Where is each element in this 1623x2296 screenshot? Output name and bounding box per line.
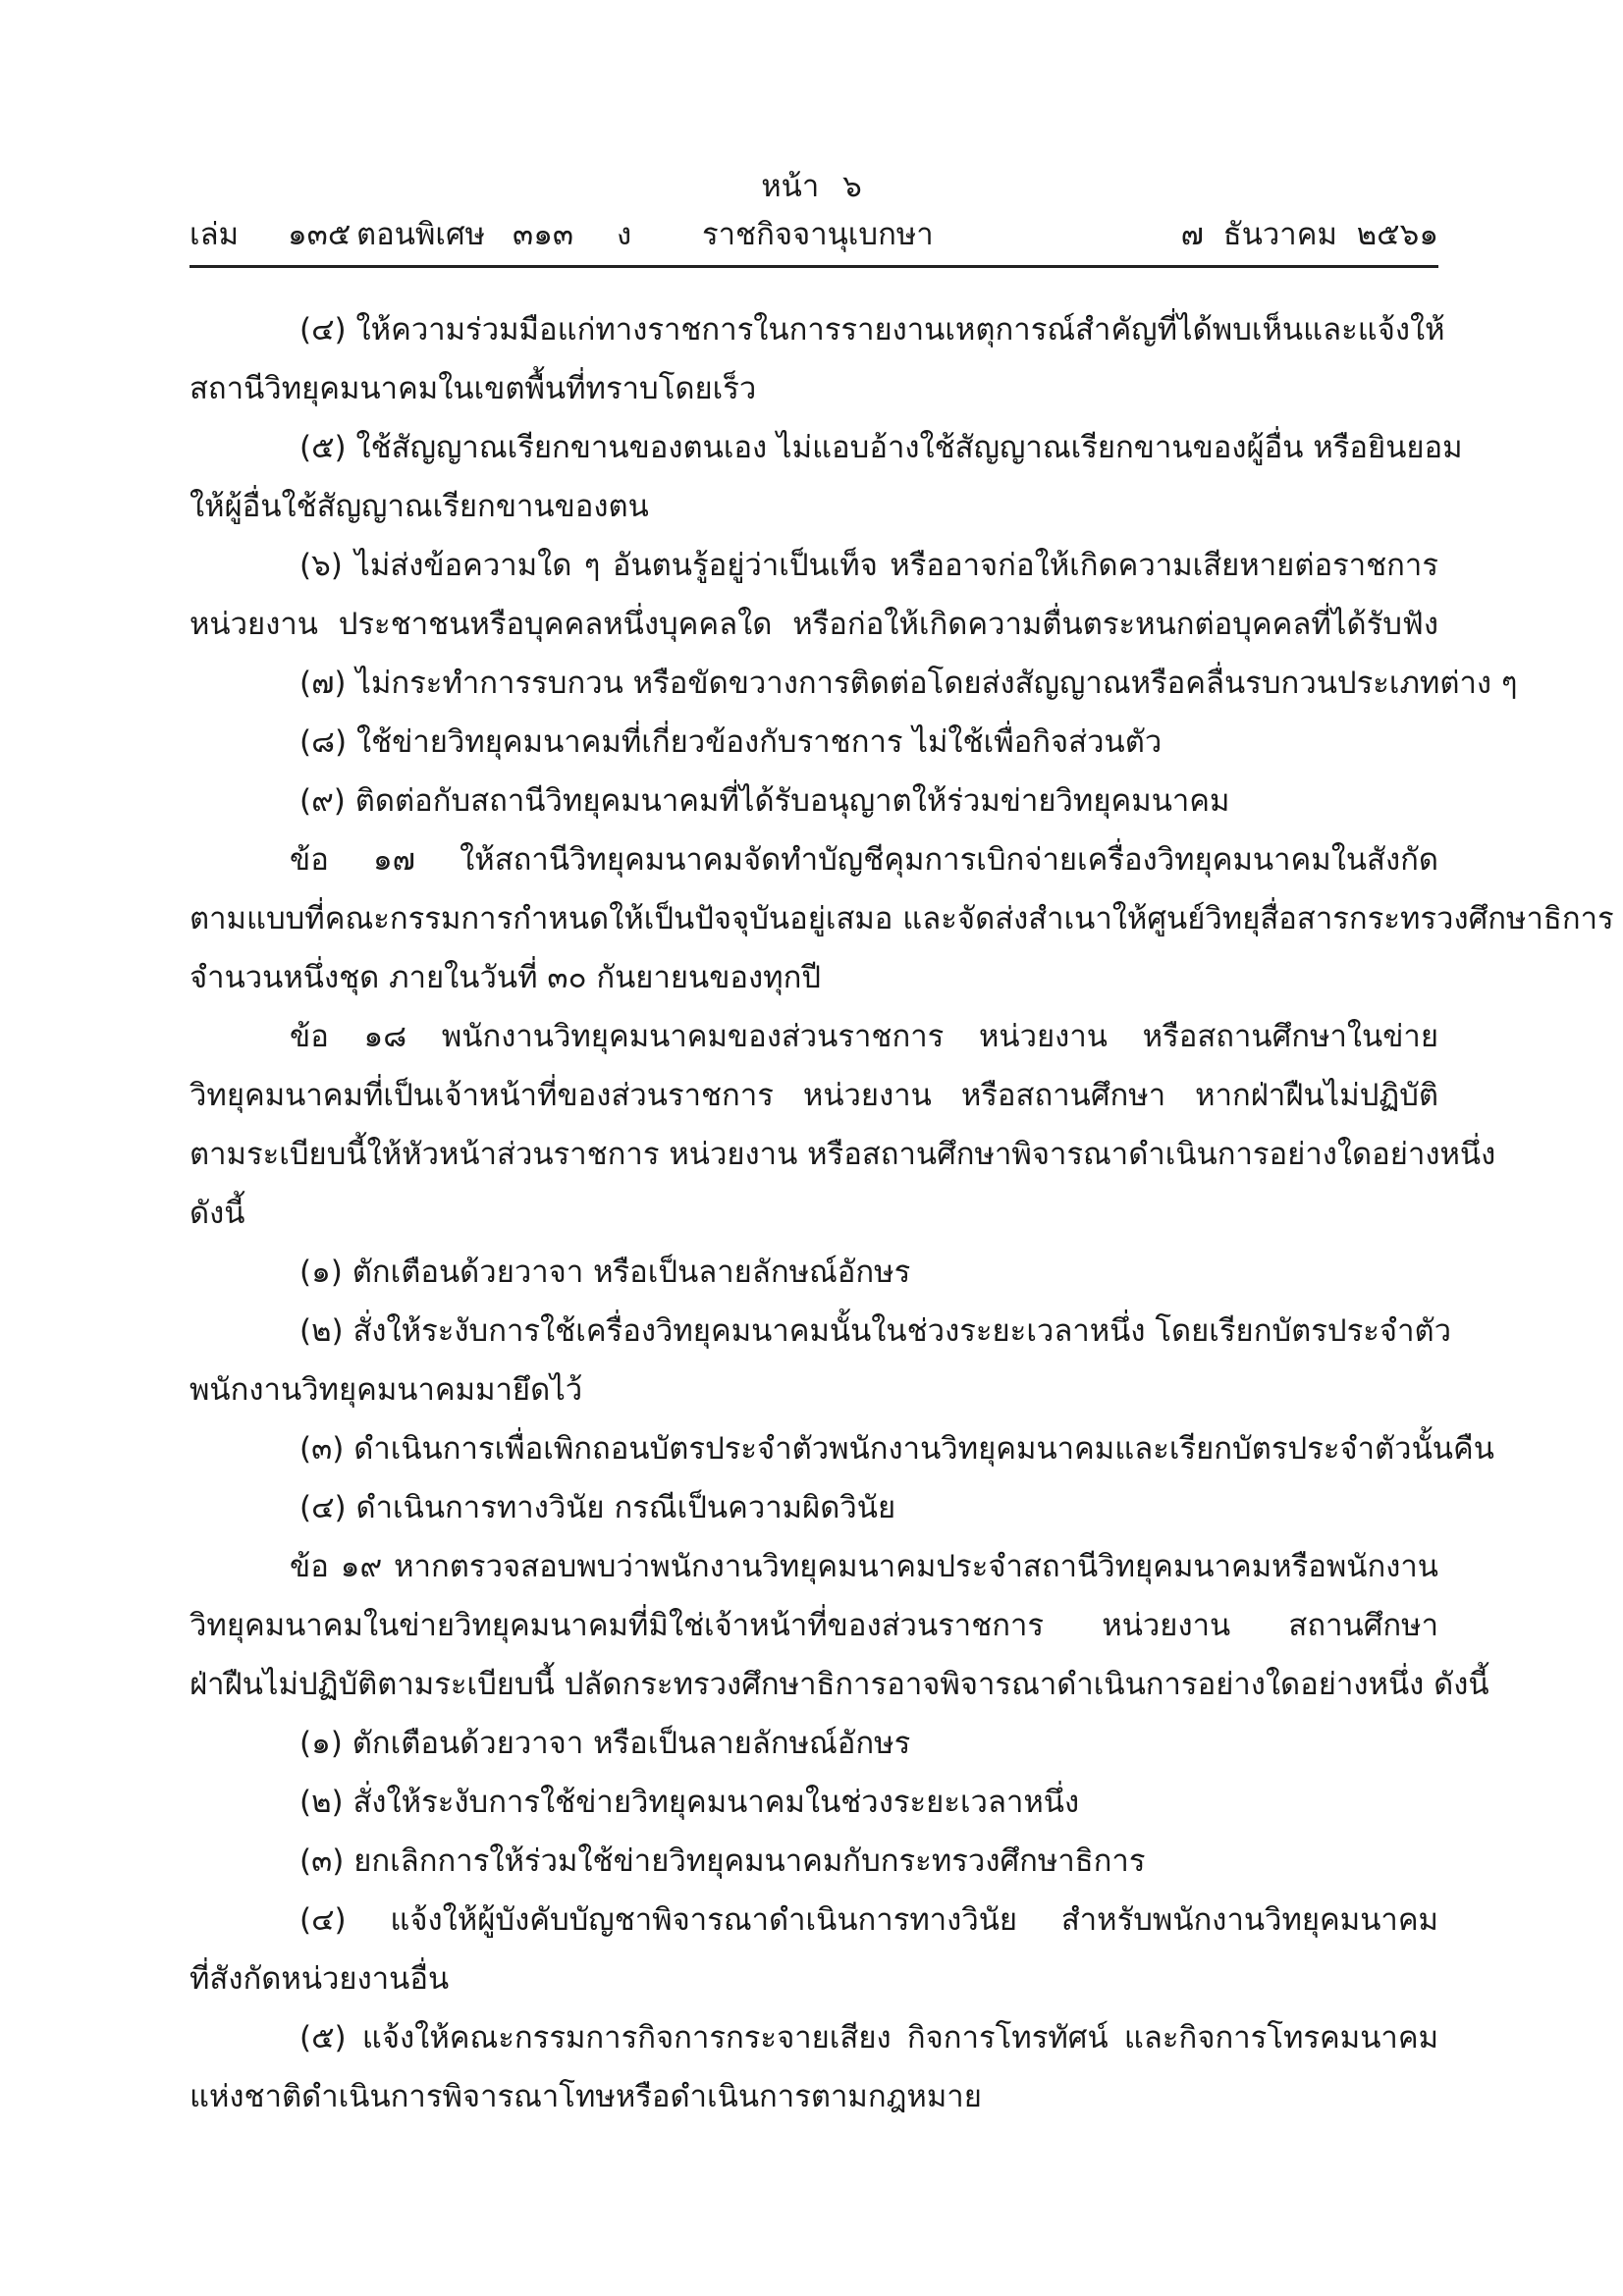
header-rule (189, 265, 1438, 268)
issue-number: ๓๑๓ (513, 217, 574, 252)
body-line: วิทยุคมนาคมที่เป็นเจ้าหน้าที่ของส่วนราชการ หน่วยงาน หรือสถานศึกษา หากฝ่าฝืนไม่ปฏิบัติ (189, 1078, 1438, 1113)
body-line: (๑) ตักเตือนด้วยวาจา หรือเป็นลายลักษณ์อักษร (299, 1255, 911, 1290)
body-line: (๔) ให้ความร่วมมือแก่ทางราชการในการรายงานเหตุการณ์สำคัญที่ได้พบเห็นและแจ้งให้ (299, 312, 1445, 347)
body-line: (๕) แจ้งให้คณะกรรมการกิจการกระจายเสียง กิจการโทรทัศน์ และกิจการโทรคมนาคม (299, 2020, 1438, 2056)
body-line: หน่วยงาน ประชาชนหรือบุคคลหนึ่งบุคคลใด หรือก่อให้เกิดความตื่นตระหนกต่อบุคคลที่ได้รับฟัง (189, 607, 1438, 642)
volume-number: ๑๓๕ (288, 217, 352, 252)
body-line: (๘) ใช้ข่ายวิทยุคมนาคมที่เกี่ยวข้องกับราชการ ไม่ใช้เพื่อกิจส่วนตัว (299, 724, 1163, 760)
body-line: ฝ่าฝืนไม่ปฏิบัติตามระเบียบนี้ ปลัดกระทรวงศึกษาธิการอาจพิจารณาดำเนินการอย่างใดอย่างหนึ่ง ดังนี้ (189, 1667, 1489, 1702)
body-line: (๓) ยกเลิกการให้ร่วมใช้ข่ายวิทยุคมนาคมกับกระทรวงศึกษาธิการ (299, 1843, 1146, 1879)
clause-18-line: ข้อ ๑๘ พนักงานวิทยุคมนาคมของส่วนราชการ หน่วยงาน หรือสถานศึกษาในข่าย (290, 1019, 1438, 1054)
issue-label: ตอนพิเศษ (356, 217, 486, 252)
body-line: จำนวนหนึ่งชุด ภายในวันที่ ๓๐ กันยายนของทุกปี (189, 960, 822, 995)
gazette-header (189, 215, 1438, 254)
clause-17-line: ข้อ ๑๗ ให้สถานีวิทยุคมนาคมจัดทำบัญชีคุมการเบิกจ่ายเครื่องวิทยุคมนาคมในสังกัด (290, 842, 1438, 878)
body-line: วิทยุคมนาคมในข่ายวิทยุคมนาคมที่มิใช่เจ้าหน้าที่ของส่วนราชการ หน่วยงาน สถานศึกษา (189, 1608, 1438, 1643)
body-line: (๖) ไม่ส่งข้อความใด ๆ อันตนรู้อยู่ว่าเป็นเท็จ หรืออาจก่อให้เกิดความเสียหายต่อราชการ (299, 548, 1438, 583)
body-line: (๗) ไม่กระทำการรบกวน หรือขัดขวางการติดต่อโดยส่งสัญญาณหรือคลื่นรบกวนประเภทต่าง ๆ (299, 666, 1518, 701)
body-line: (๒) สั่งให้ระงับการใช้ข่ายวิทยุคมนาคมในช่วงระยะเวลาหนึ่ง (299, 1785, 1080, 1820)
body-line: (๔) แจ้งให้ผู้บังคับบัญชาพิจารณาดำเนินการทางวินัย สำหรับพนักงานวิทยุคมนาคม (299, 1902, 1438, 1938)
body-line: พนักงานวิทยุคมนาคมมายึดไว้ (189, 1372, 583, 1408)
body-line: (๙) ติดต่อกับสถานีวิทยุคมนาคมที่ได้รับอนุญาตให้ร่วมข่ายวิทยุคมนาคม (299, 783, 1230, 819)
gazette-name: ราชกิจจานุเบกษา (702, 217, 934, 252)
body-line: (๔) ดำเนินการทางวินัย กรณีเป็นความผิดวินัย (299, 1490, 896, 1525)
body-line: (๓) ดำเนินการเพื่อเพิกถอนบัตรประจำตัวพนักงานวิทยุคมนาคมและเรียกบัตรประจำตัวนั้นคืน (299, 1431, 1494, 1467)
body-line: สถานีวิทยุคมนาคมในเขตพื้นที่ทราบโดยเร็ว (189, 371, 757, 406)
body-line: แห่งชาติดำเนินการพิจารณาโทษหรือดำเนินการตามกฎหมาย (189, 2079, 982, 2114)
section-letter: ง (617, 217, 632, 252)
body-line: (๑) ตักเตือนด้วยวาจา หรือเป็นลายลักษณ์อักษร (299, 1726, 911, 1761)
volume-label: เล่ม (189, 217, 240, 252)
body-line: ดังนี้ (189, 1196, 245, 1231)
body-line: (๒) สั่งให้ระงับการใช้เครื่องวิทยุคมนาคมนั้นในช่วงระยะเวลาหนึ่ง โดยเรียกบัตรประจำตัว (299, 1313, 1452, 1349)
page-number: หน้า ๖ (761, 169, 862, 204)
body-line: (๕) ใช้สัญญาณเรียกขานของตนเอง ไม่แอบอ้างใช้สัญญาณเรียกขานของผู้อื่น หรือยินยอม (299, 430, 1463, 465)
clause-19-line: ข้อ ๑๙ หากตรวจสอบพบว่าพนักงานวิทยุคมนาคมประจำสถานีวิทยุคมนาคมหรือพนักงาน (290, 1549, 1438, 1584)
document-body (189, 300, 1614, 2126)
body-line: ที่สังกัดหน่วยงานอื่น (189, 1961, 450, 1997)
body-line: ตามระเบียบนี้ให้หัวหน้าส่วนราชการ หน่วยงาน หรือสถานศึกษาพิจารณาดำเนินการอย่างใดอย่างหนึ่ง (189, 1137, 1496, 1172)
body-line: ให้ผู้อื่นใช้สัญญาณเรียกขานของตน (189, 489, 649, 524)
publication-date: ๗ ธันวาคม ๒๕๖๑ (1180, 217, 1438, 252)
body-line: ตามแบบที่คณะกรรมการกำหนดให้เป็นปัจจุบันอยู่เสมอ และจัดส่งสำเนาให้ศูนย์วิทยุสื่อสารกระทรวงศึกษาธิการ (189, 901, 1614, 936)
